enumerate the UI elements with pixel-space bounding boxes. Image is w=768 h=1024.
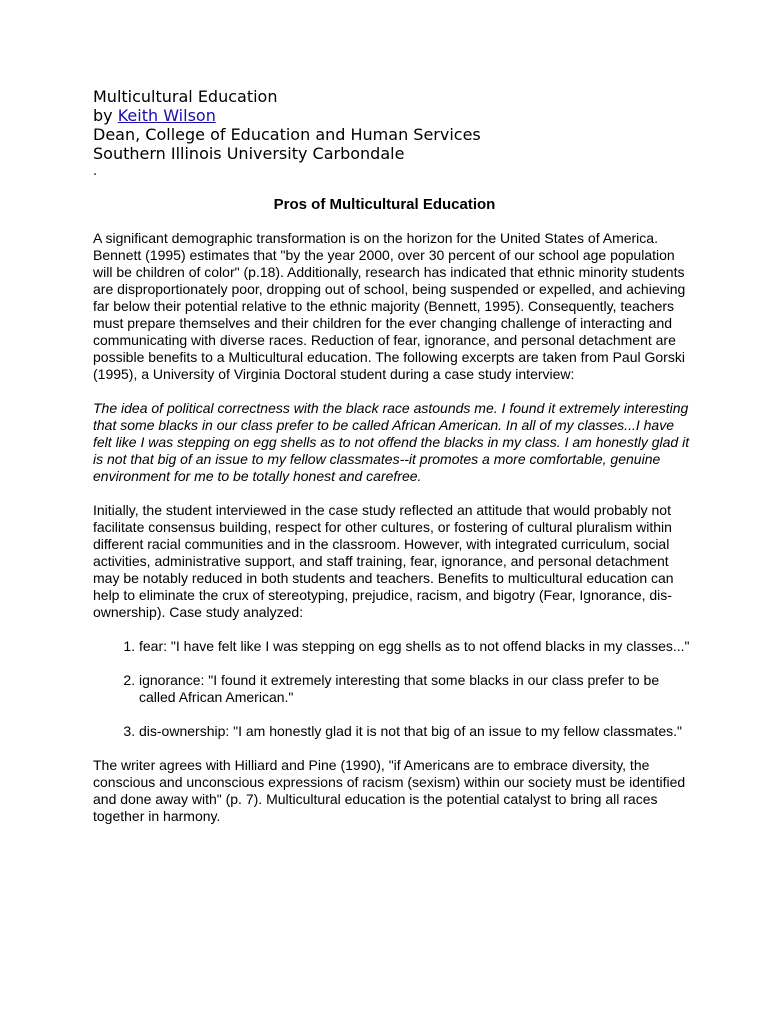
paragraph-conclusion: The writer agrees with Hilliard and Pine (1990), "if Americans are to embrace diversity, the conscious and unconscious expressions of racism (sexism) within our society must be identified and done away with" (p. 7). Multicultural education is the potential catalyst to bring all races together in harmony. bbox=[93, 757, 686, 824]
document-title: Multicultural Education bbox=[93, 87, 278, 106]
case-study-list bbox=[93, 638, 693, 740]
list-item: 1. fear: "I have felt like I was stepping on egg shells as to not offend blacks in my classes..." bbox=[139, 638, 693, 655]
paragraph-intro: A significant demographic transformation is on the horizon for the United States of America. Bennett (1995) estimates that "by the year 2000, over 30 percent of our school age population will be children of color" (p.18). Additionally, research has indicated that ethnic minority students are disproportionately poor, dropping out of school, being suspended or expelled, and achieving far below their potential relative to the ethnic majority (Bennett, 1995). Consequently, teachers must prepare themselves and their children for the ever changing challenge of interacting and communicating with diverse races. Reduction of fear, ignorance, and personal detachment are possible benefits to a Multicultural education. The following excerpts are taken from Paul Gorski (1995), a University of Virginia Doctoral student during a case study interview: bbox=[93, 230, 686, 382]
list-item: 2. ignorance: "I found it extremely interesting that some blacks in our class prefer to be called African American." bbox=[139, 672, 693, 706]
author-link[interactable]: Keith Wilson bbox=[117, 106, 216, 125]
list-item: 3. dis-ownership: "I am honestly glad it is not that big of an issue to my fellow classmates." bbox=[139, 723, 693, 740]
document-page bbox=[93, 87, 693, 825]
byline bbox=[93, 106, 693, 125]
byline-prefix: by bbox=[93, 106, 118, 125]
quote-paragraph: The idea of political correctness with the black race astounds me. I found it extremely interesting that some blacks in our class prefer to be called African American. In all of my classes...I have felt like I was stepping on egg shells as to not offend the blacks in my class. I am honestly glad it is not that big of an issue to my fellow classmates--it promotes a more comfortable, genuine environment for me to be totally honest and carefree. bbox=[93, 400, 690, 484]
section-title: Pros of Multicultural Education bbox=[273, 196, 496, 213]
author-institution: Southern Illinois University Carbondale bbox=[93, 144, 405, 163]
paragraph-analysis: Initially, the student interviewed in the case study reflected an attitude that would probably not facilitate consensus building, respect for other cultures, or fostering of cultural pluralism within different racial communities and in the classroom. However, with integrated curriculum, social activities, administrative support, and staff training, fear, ignorance, and personal detachment may be notably reduced in both students and teachers. Benefits to multicultural education can help to eliminate the crux of stereotyping, prejudice, racism, and bigotry (Fear, Ignorance, dis-ownership). Case study analyzed: bbox=[93, 502, 674, 620]
author-position: Dean, College of Education and Human Services bbox=[93, 125, 481, 144]
separator-dot: . bbox=[93, 164, 98, 179]
